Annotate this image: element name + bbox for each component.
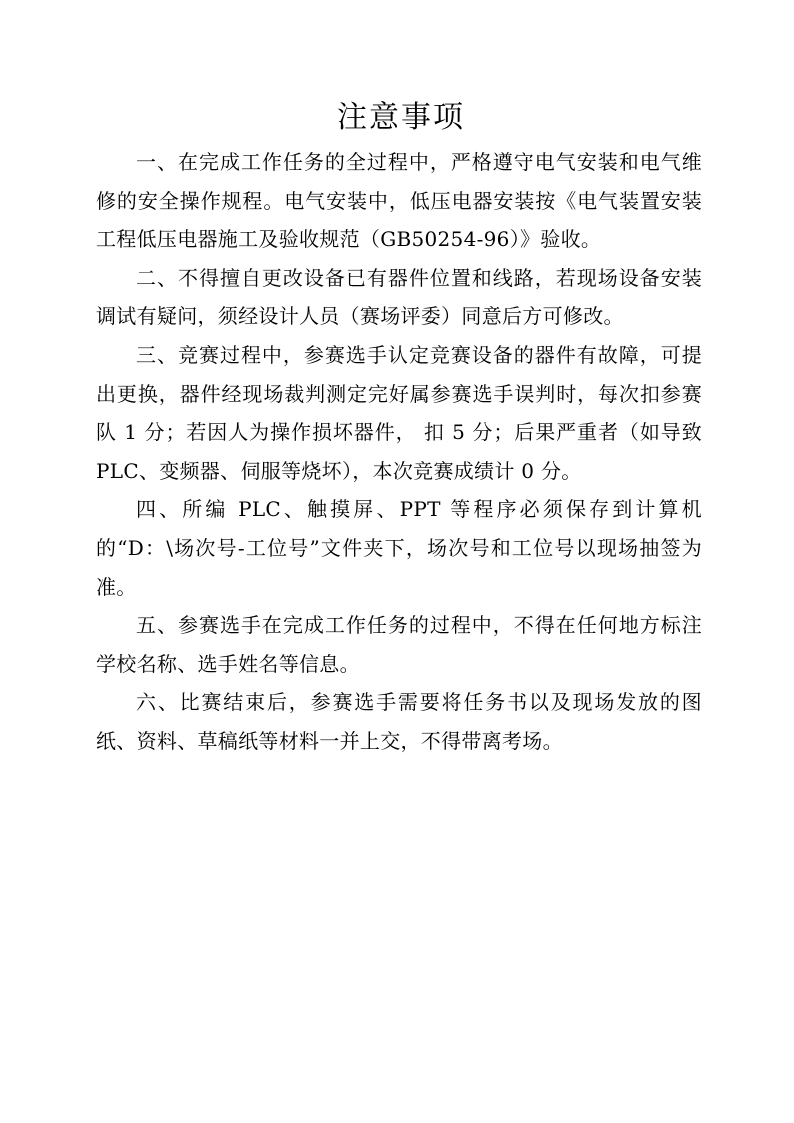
document-page [96, 98, 702, 761]
notice-paragraph-2: 二、不得擅自更改设备已有器件位置和线路，若现场设备安装调试有疑问，须经设计人员（赛场评委）同意后方可修改。 [96, 265, 702, 329]
document-title: 注意事项 [337, 100, 465, 135]
notice-paragraph-1: 一、在完成工作任务的全过程中，严格遵守电气安装和电气维修的安全操作规程。电气安装中，低压电器安装按《电气装置安装工程低压电器施工及验收规范（GB50254-96）》验收。 [96, 150, 702, 252]
notice-paragraph-3: 三、竞赛过程中，参赛选手认定竞赛设备的器件有故障，可提出更换，器件经现场裁判测定完好属参赛选手误判时，每次扣参赛队 1 分；若因人为操作损坏器件， 扣 5 分；后果严重者（如导致 PLC、变频器、伺服等烧坏），本次竞赛成绩计 0 分。 [96, 342, 702, 483]
notice-paragraph-4: 四、所编 PLC、触摸屏、PPT 等程序必须保存到计算机的“D：\场次号-工位号”文件夹下，场次号和工位号以现场抽签为准。 [96, 497, 702, 599]
notice-paragraph-6: 六、比赛结束后，参赛选手需要将任务书以及现场发放的图纸、资料、草稿纸等材料一并上交，不得带离考场。 [96, 690, 702, 753]
notice-paragraph-5: 五、参赛选手在完成工作任务的过程中，不得在任何地方标注学校名称、选手姓名等信息。 [96, 613, 702, 676]
